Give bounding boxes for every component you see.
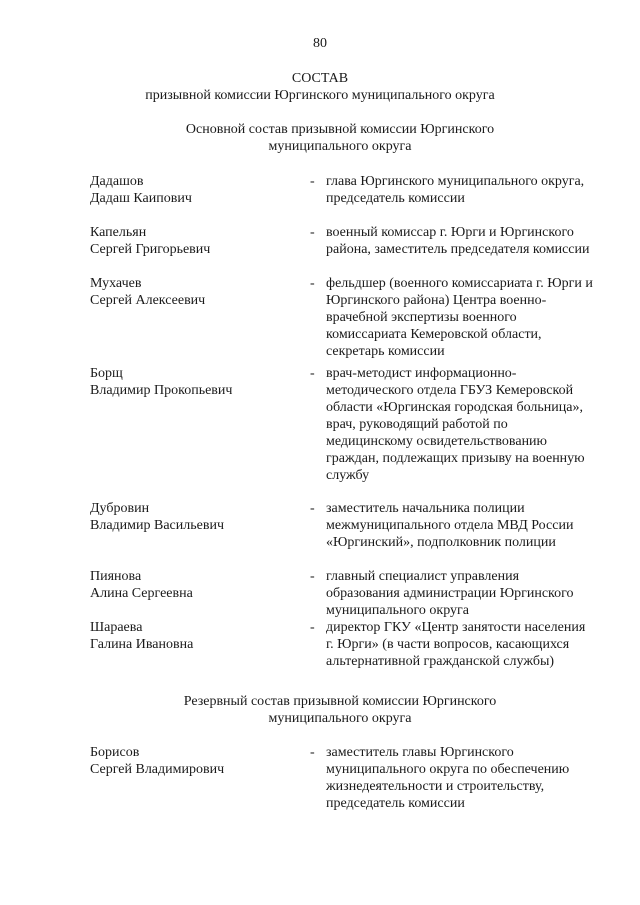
member-given-name: Сергей Алексеевич xyxy=(90,293,206,308)
member-role: главный специалист управления образования администрации Юргинского муниципального округа xyxy=(326,569,574,618)
member-entry xyxy=(90,365,595,500)
member-dash: - xyxy=(310,745,315,760)
member-entry xyxy=(90,619,595,687)
member-role: врач-методист информационно-методического отдела ГБУЗ Кемеровской области «Юргинская городская больница», врач, руководящий работой по медицинскому освидетельствованию граждан, подлежащих призыву на военную службу xyxy=(326,366,585,483)
member-entry xyxy=(90,568,595,619)
main-heading-line-2: муниципального округа xyxy=(268,139,412,154)
reserve-heading-line-2: муниципального округа xyxy=(268,711,412,726)
member-surname: Капельян xyxy=(90,225,147,240)
main-members-list xyxy=(90,173,595,687)
member-name xyxy=(90,173,290,207)
member-dash: - xyxy=(310,569,315,584)
member-name xyxy=(90,365,290,399)
member-name xyxy=(90,568,290,602)
member-name xyxy=(90,224,290,258)
member-role: директор ГКУ «Центр занятости населения г. Юрги» (в части вопросов, касающихся альтернативной гражданской службы) xyxy=(326,620,586,669)
member-dash: - xyxy=(310,620,315,635)
member-surname: Дадашов xyxy=(90,174,144,189)
member-name xyxy=(90,500,290,534)
main-section-heading xyxy=(0,121,640,155)
member-role: фельдшер (военного комиссариата г. Юрги и Юргинского района) Центра военно-врачебной экспертизы военного комиссариата Кемеровской области, секретарь комиссии xyxy=(326,276,593,359)
page-number: 80 xyxy=(313,36,327,51)
member-role: глава Юргинского муниципального округа, председатель комиссии xyxy=(326,174,585,206)
member-surname: Борисов xyxy=(90,745,140,760)
title-line-2: призывной комиссии Юргинского муниципального округа xyxy=(145,88,495,103)
document-title xyxy=(0,70,640,104)
member-name xyxy=(90,275,290,309)
member-dash: - xyxy=(310,276,315,291)
member-given-name: Сергей Григорьевич xyxy=(90,242,211,257)
member-entry xyxy=(90,500,595,568)
main-heading-line-1: Основной состав призывной комиссии Юргинского xyxy=(185,122,495,137)
member-given-name: Галина Ивановна xyxy=(90,637,194,652)
member-surname: Пиянова xyxy=(90,569,142,584)
reserve-section-heading xyxy=(0,693,640,727)
member-surname: Борщ xyxy=(90,366,123,381)
member-dash: - xyxy=(310,501,315,516)
member-entry xyxy=(90,173,595,224)
member-role: заместитель главы Юргинского муниципального округа по обеспечению жизнедеятельности и строительству, председатель комиссии xyxy=(326,745,570,811)
member-given-name: Владимир Прокопьевич xyxy=(90,383,233,398)
member-entry xyxy=(90,224,595,275)
reserve-members-list xyxy=(90,744,595,812)
member-given-name: Алина Сергеевна xyxy=(90,586,193,601)
member-surname: Мухачев xyxy=(90,276,142,291)
member-given-name: Дадаш Каипович xyxy=(90,191,192,206)
member-entry xyxy=(90,275,595,365)
member-surname: Шараева xyxy=(90,620,143,635)
member-entry xyxy=(90,744,595,812)
member-dash: - xyxy=(310,225,315,240)
member-dash: - xyxy=(310,174,315,189)
member-surname: Дубровин xyxy=(90,501,150,516)
member-given-name: Владимир Васильевич xyxy=(90,518,224,533)
member-name xyxy=(90,619,290,653)
member-given-name: Сергей Владимирович xyxy=(90,762,225,777)
member-name xyxy=(90,744,290,778)
title-line-1: СОСТАВ xyxy=(291,71,349,86)
reserve-heading-line-1: Резервный состав призывной комиссии Юргинского xyxy=(183,694,497,709)
member-role: заместитель начальника полиции межмуниципального отдела МВД России «Юргинский», подполковник полиции xyxy=(326,501,574,550)
member-dash: - xyxy=(310,366,315,381)
member-role: военный комиссар г. Юрги и Юргинского района, заместитель председателя комиссии xyxy=(326,225,590,257)
